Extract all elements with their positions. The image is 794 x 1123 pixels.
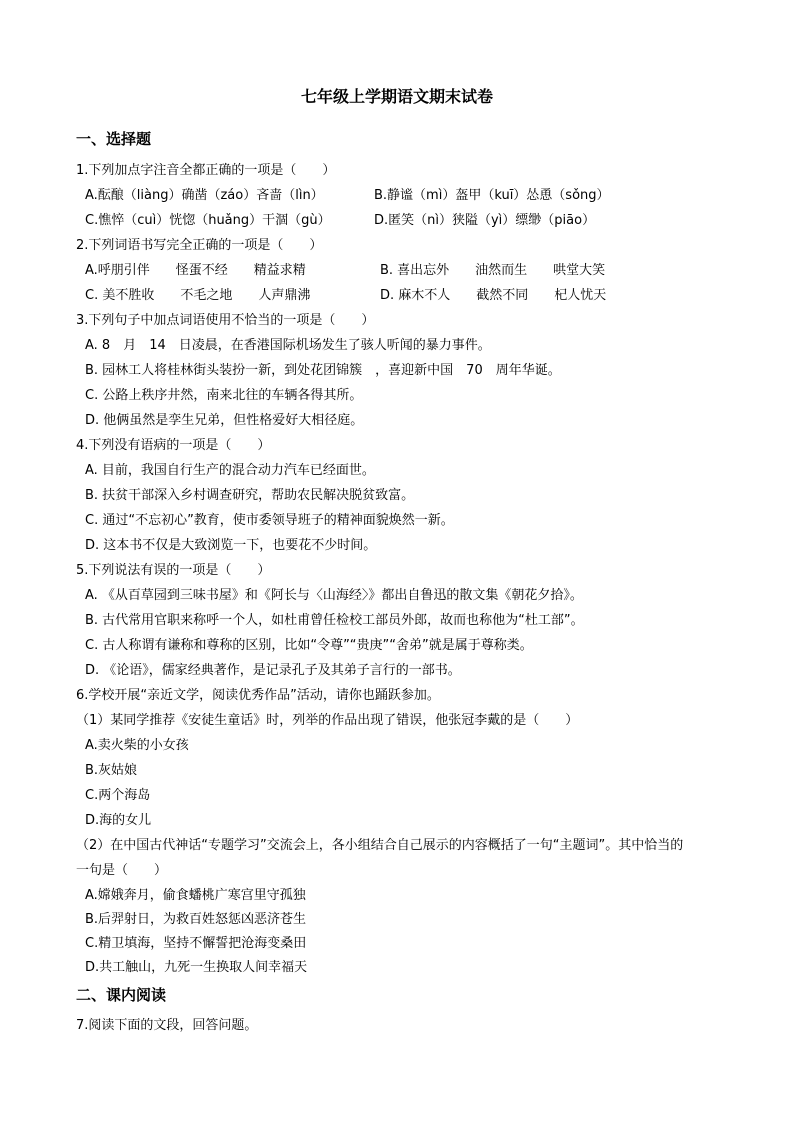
question-6-sub-1-stem: （1）某同学推荐《安徒生童话》时，列举的作品出现了错误，他张冠李戴的是（ ） [76, 713, 579, 728]
question-6-sub-1-option-b: B.灰姑娘 [85, 763, 138, 778]
question-1-option-a: A.酝酿（liàng）确凿（záo）吝啬（lìn） [85, 188, 324, 203]
question-4-stem: 4.下列没有语病的一项是（ ） [76, 438, 271, 453]
question-2-stem: 2.下列词语书写完全正确的一项是（ ） [76, 238, 323, 253]
section-heading-choice: 一、选择题 [76, 130, 152, 148]
question-6-stem: 6.学校开展“亲近文学，阅读优秀作品”活动，请你也踊跃参加。 [76, 688, 440, 703]
question-3-option-a: A. 8 月 14 日凌晨，在香港国际机场发生了骇人听闻的暴力事件。 [85, 338, 491, 353]
question-6-sub-2-stem-line2: 一句是（ ） [76, 863, 168, 878]
question-2-option-c: C. 美不胜收 不毛之地 人声鼎沸 [85, 288, 311, 303]
question-4-option-a: A. 目前，我国自行生产的混合动力汽车已经面世。 [85, 463, 375, 478]
question-5-option-d: D. 《论语》，儒家经典著作，是记录孔子及其弟子言行的一部书。 [85, 663, 461, 678]
question-2-option-b: B. 喜出忘外 油然而生 哄堂大笑 [380, 263, 606, 278]
question-3-option-d: D. 他俩虽然是孪生兄弟，但性格爱好大相径庭。 [85, 413, 364, 428]
question-4-option-d: D. 这本书不仅是大致浏览一下，也要花不少时间。 [85, 538, 377, 553]
question-5-option-b: B. 古代常用官职来称呼一个人，如杜甫曾任检校工部员外郎，故而也称他为“杜工部”。 [85, 613, 584, 628]
question-6-sub-2-option-d: D.共工触山，九死一生换取人间幸福天 [85, 960, 308, 975]
question-3-stem: 3.下列句子中加点词语使用不恰当的一项是（ ） [76, 313, 375, 328]
question-6-sub-2-option-c: C.精卫填海，坚持不懈誓把沧海变桑田 [85, 936, 307, 951]
question-6-sub-2-stem-line1: （2）在中国古代神话“专题学习”交流会上，各小组结合自己展示的内容概括了一句“主题词”。其中恰当的 [76, 838, 684, 853]
question-6-sub-1-option-a: A.卖火柴的小女孩 [85, 738, 189, 753]
question-1-option-b: B.静谧（mì）盔甲（kuī）怂恿（sǒng） [374, 188, 610, 203]
page-title: 七年级上学期语文期末试卷 [300, 87, 493, 106]
question-1-option-d: D.匿笑（nì）狭隘（yì）缥缈（piāo） [374, 213, 596, 228]
question-5-stem: 5.下列说法有误的一项是（ ） [76, 563, 271, 578]
question-1-stem: 1.下列加点字注音全都正确的一项是（ ） [76, 163, 336, 178]
question-1-option-c: C.憔悴（cuì）恍惚（huǎng）干涸（gù） [85, 213, 331, 228]
question-7-stem: 7.阅读下面的文段，回答问题。 [76, 1018, 258, 1033]
question-4-option-b: B. 扶贫干部深入乡村调查研究，帮助农民解决脱贫致富。 [85, 488, 415, 503]
question-3-option-c: C. 公路上秩序井然，南来北往的车辆各得其所。 [85, 388, 363, 403]
question-6-sub-2-option-a: A.嫦娥奔月，偷食蟠桃广寒宫里守孤独 [85, 888, 306, 903]
question-6-sub-2-option-b: B.后羿射日，为救百姓怒惩凶恶济苍生 [85, 912, 307, 927]
question-5-option-a: A. 《从百草园到三味书屋》和《阿长与〈山海经〉》都出自鲁迅的散文集《朝花夕拾》。 [85, 588, 583, 603]
question-2-option-a: A.呼朋引伴 怪蛋不经 精益求精 [85, 263, 306, 278]
question-2-option-d: D. 麻木不人 截然不同 杞人忧天 [380, 288, 607, 303]
question-6-sub-1-option-c: C.两个海岛 [85, 788, 151, 803]
section-heading-reading: 二、课内阅读 [76, 986, 167, 1004]
question-5-option-c: C. 古人称谓有谦称和尊称的区别，比如“令尊”“贵庚”“舍弟”就是属于尊称类。 [85, 638, 533, 653]
question-3-option-b: B. 园林工人将桂林街头装扮一新，到处花团锦簇 ，喜迎新中国 70 周年华诞。 [85, 363, 561, 378]
question-6-sub-1-option-d: D.海的女儿 [85, 813, 152, 828]
question-4-option-c: C. 通过“不忘初心”教育，使市委领导班子的精神面貌焕然一新。 [85, 513, 454, 528]
